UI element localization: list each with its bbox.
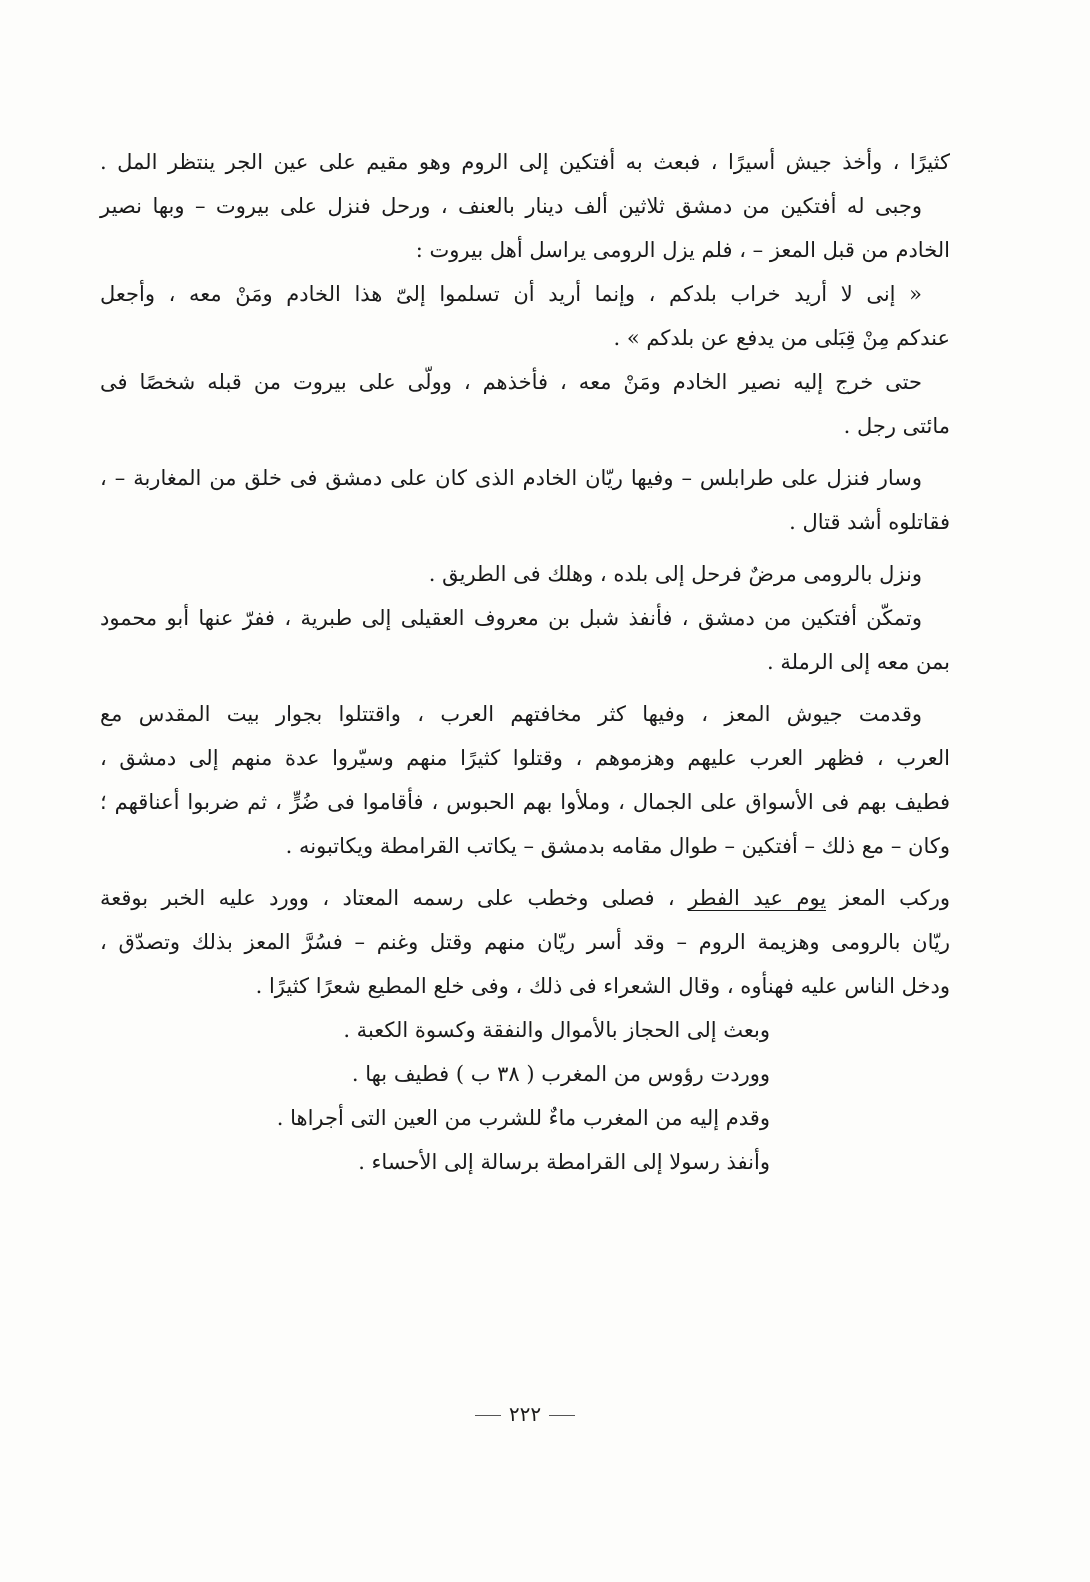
text-line: العرب ، فظهر العرب عليهم وهزموهم ، وقتلوا كثيرًا منهم وسيّروا عدة منهم إلى دمشق ، <box>100 746 950 770</box>
text-line <box>100 876 950 920</box>
text-line: وبعث إلى الحجاز بالأموال والنفقة وكسوة الكعبة . <box>343 1018 770 1042</box>
text-line: حتى خرج إليه نصير الخادم ومَنْ معه ، فأخذهم ، وولّى على بيروت من قبله شخصًا فى <box>100 370 922 394</box>
underlined-phrase: يوم عيد الفطر <box>688 886 827 910</box>
text-segment: وركب المعز <box>826 886 951 910</box>
text-line: وسار فنزل على طرابلس – وفيها ريّان الخادم الذى كان على دمشق فى خلق من المغاربة – ، <box>100 466 922 490</box>
text-line: ووردت رؤوس من المغرب ( ٣٨ ب ) فطيف بها . <box>351 1062 770 1086</box>
text-line: بمن معه إلى الرملة . <box>766 650 950 674</box>
text-line: وقدمت جيوش المعز ، وفيها كثر مخافتهم العرب ، واقتتلوا بجوار بيت المقدس مع <box>100 702 922 726</box>
text-line: وجبى له أفتكين من دمشق ثلاثين ألف دينار بالعنف ، ورحل فنزل على بيروت – وبها نصير <box>100 194 922 218</box>
text-line: ودخل الناس عليه فهنأوه ، وقال الشعراء فى ذلك ، وفى خلع المطيع شعرًا كثيرًا . <box>255 974 950 998</box>
body-text <box>100 140 950 1184</box>
text-line: فقاتلوه أشد قتال . <box>789 510 950 534</box>
page-number <box>0 1402 1050 1426</box>
dash-ornament <box>475 1415 501 1416</box>
text-line: فطيف بهم فى الأسواق على الجمال ، وملأوا بهم الحبوس ، فأقاموا فى ضُرٍّ ، ثم ضربوا أعناقهم ؛ <box>100 790 950 814</box>
text-line: عندكم مِنْ قِبَلى من يدفع عن بلدكم » . <box>613 326 950 350</box>
text-line: كثيرًا ، وأخذ جيش أسيرًا ، فبعث به أفتكين إلى الروم وهو مقيم على عين الجر ينتظر المل . <box>100 150 950 174</box>
text-line: ريّان بالرومى وهزيمة الروم – وقد أسر ريّان منهم وقتل وغنم – فسُرَّ المعز بذلك وتصدّق ، <box>100 930 950 954</box>
page-number-value: ٢٢٢ <box>508 1402 542 1426</box>
text-line: مائتى رجل . <box>843 414 950 438</box>
text-segment: ، فصلى وخطب على رسمه المعتاد ، وورد عليه الخبر بوقعة <box>100 886 689 910</box>
dash-ornament <box>549 1415 575 1416</box>
text-line: وأنفذ رسولا إلى القرامطة برسالة إلى الأحساء . <box>358 1150 770 1174</box>
text-line: « إنى لا أريد خراب بلدكم ، وإنما أريد أن تسلموا إلىّ هذا الخادم ومَنْ معه ، وأجعل <box>100 282 922 306</box>
text-line: وقدم إليه من المغرب ماءٌ للشرب من العين التى أجراها . <box>276 1106 770 1130</box>
text-line: ونزل بالرومى مرضٌ فرحل إلى بلده ، وهلك فى الطريق . <box>428 562 922 586</box>
text-line: الخادم من قبل المعز – ، فلم يزل الرومى يراسل أهل بيروت : <box>415 238 950 262</box>
text-line: وتمكّن أفتكين من دمشق ، فأنفذ شبل بن معروف العقيلى إلى طبرية ، ففرّ عنها أبو محمود <box>100 606 922 630</box>
text-line: وكان – مع ذلك – أفتكين – طوال مقامه بدمشق – يكاتب القرامطة ويكاتبونه . <box>285 834 950 858</box>
